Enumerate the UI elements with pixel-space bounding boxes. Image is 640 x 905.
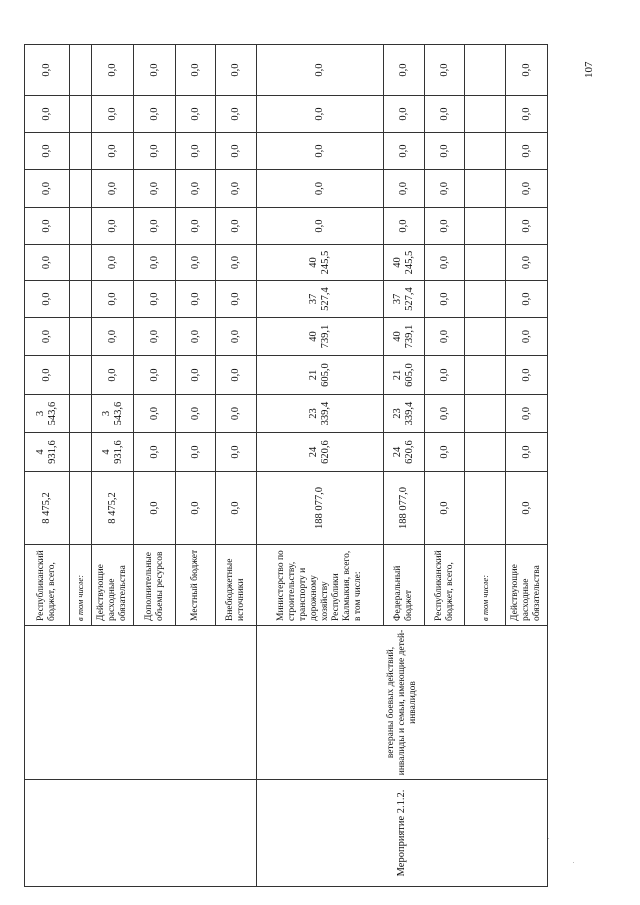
- value-text: 0,0: [189, 107, 201, 121]
- value-text: 0,0: [438, 219, 450, 233]
- funding-source-cell: в том числе:: [464, 545, 506, 626]
- value-text: 0,0: [520, 63, 532, 77]
- value-text: 0,0: [40, 107, 52, 121]
- value-cell: [257, 170, 384, 208]
- value-text: 37 527,4: [308, 287, 332, 311]
- value-cell: [69, 472, 92, 545]
- value-cell: [25, 356, 70, 395]
- value-text: 0,0: [148, 292, 160, 306]
- value-cell: [176, 433, 215, 472]
- value-cell: [464, 45, 506, 96]
- value-text: 8 475,2: [106, 492, 118, 524]
- value-cell: [383, 170, 425, 208]
- value-text: 40 245,5: [308, 250, 332, 275]
- value-text: 0,0: [438, 63, 450, 77]
- value-cell: [383, 356, 425, 395]
- value-cell: [464, 208, 506, 245]
- value-cell: [464, 395, 506, 433]
- value-text: 40 739,1: [392, 324, 416, 349]
- value-text: 0,0: [230, 219, 242, 233]
- value-cell: [506, 318, 548, 356]
- value-cell: [383, 96, 425, 133]
- value-text: 0,0: [438, 501, 450, 515]
- value-cell: [215, 45, 257, 96]
- funding-source-cell: Действующие расходные обязательства: [506, 545, 548, 626]
- value-text: 0,0: [230, 63, 242, 77]
- value-text: 0,0: [40, 63, 52, 77]
- value-text: 0,0: [230, 501, 242, 515]
- value-text: 0,0: [520, 255, 532, 270]
- scan-artifact: [573, 862, 574, 863]
- value-text: 40 739,1: [308, 324, 332, 349]
- value-cell: [25, 281, 70, 318]
- value-cell: [92, 133, 134, 170]
- value-cell: [92, 433, 134, 472]
- value-text: 0,0: [520, 292, 532, 306]
- scan-artifact: [548, 838, 549, 839]
- value-cell: [176, 356, 215, 395]
- value-cell: [425, 133, 464, 170]
- value-cell: [257, 472, 384, 545]
- value-cell: [92, 170, 134, 208]
- funding-source-cell: Республиканский бюджет, всего,: [425, 545, 464, 626]
- table-row: [25, 45, 70, 887]
- value-text: 3 543,6: [100, 401, 124, 426]
- budget-table: [24, 44, 548, 887]
- value-text: 0,0: [148, 406, 160, 421]
- value-cell: [69, 245, 92, 281]
- value-cell: [25, 170, 70, 208]
- value-cell: [69, 45, 92, 96]
- value-cell: [383, 395, 425, 433]
- value-cell: [257, 356, 384, 395]
- value-text: 0,0: [438, 329, 450, 344]
- value-cell: [92, 281, 134, 318]
- value-cell: [425, 356, 464, 395]
- value-cell: [425, 395, 464, 433]
- value-text: 0,0: [189, 406, 201, 421]
- value-cell: [425, 281, 464, 318]
- value-cell: [383, 472, 425, 545]
- value-text: 0,0: [40, 292, 52, 306]
- value-text: 0,0: [398, 63, 410, 77]
- value-text: 0,0: [148, 368, 160, 382]
- value-text: 0,0: [189, 368, 201, 382]
- value-cell: [425, 472, 464, 545]
- value-cell: [215, 472, 257, 545]
- value-cell: [92, 318, 134, 356]
- value-text: 0,0: [189, 63, 201, 77]
- value-cell: [506, 45, 548, 96]
- value-cell: [257, 133, 384, 170]
- value-cell: [69, 133, 92, 170]
- value-cell: [25, 133, 70, 170]
- value-text: 0,0: [230, 406, 242, 421]
- value-text: 0,0: [106, 144, 118, 158]
- value-cell: [506, 133, 548, 170]
- value-cell: [69, 208, 92, 245]
- value-cell: [92, 356, 134, 395]
- funding-source-cell: в том числе:: [69, 545, 92, 626]
- value-cell: [506, 208, 548, 245]
- value-cell: [25, 208, 70, 245]
- value-cell: [69, 170, 92, 208]
- value-text: 0,0: [230, 107, 242, 121]
- value-text: 0,0: [189, 292, 201, 306]
- value-cell: [69, 395, 92, 433]
- funding-source-cell: Дополнительные объемы ресурсов: [133, 545, 176, 626]
- page-number: 107: [583, 61, 595, 78]
- value-cell: [176, 472, 215, 545]
- value-text: 0,0: [520, 501, 532, 515]
- funding-source-cell: Внебюджетные источники: [215, 545, 257, 626]
- value-cell: [215, 281, 257, 318]
- value-cell: [383, 433, 425, 472]
- value-text: 0,0: [398, 219, 410, 233]
- value-cell: [383, 133, 425, 170]
- value-cell: [176, 281, 215, 318]
- value-cell: [176, 133, 215, 170]
- value-cell: [25, 45, 70, 96]
- value-cell: [215, 318, 257, 356]
- value-cell: [133, 170, 176, 208]
- value-text: 0,0: [189, 329, 201, 344]
- value-cell: [133, 395, 176, 433]
- value-cell: [92, 96, 134, 133]
- value-text: 8 475,2: [40, 492, 52, 524]
- value-text: 21 605,0: [308, 363, 332, 387]
- value-cell: [425, 318, 464, 356]
- value-text: 0,0: [189, 219, 201, 233]
- value-text: 0,0: [314, 219, 326, 233]
- value-text: 0,0: [148, 329, 160, 344]
- value-text: 0,0: [230, 292, 242, 306]
- value-text: 0,0: [438, 181, 450, 196]
- funding-source-cell: Федеральный бюджет: [383, 545, 425, 626]
- value-cell: [257, 96, 384, 133]
- value-text: 0,0: [148, 144, 160, 158]
- value-cell: [464, 433, 506, 472]
- value-cell: [215, 395, 257, 433]
- value-text: 0,0: [106, 329, 118, 344]
- value-text: 0,0: [40, 219, 52, 233]
- value-cell: [133, 133, 176, 170]
- value-text: 0,0: [189, 501, 201, 515]
- value-text: 0,0: [148, 255, 160, 270]
- value-text: 0,0: [106, 292, 118, 306]
- value-cell: [506, 356, 548, 395]
- value-cell: [506, 170, 548, 208]
- value-cell: [257, 245, 384, 281]
- value-cell: [215, 245, 257, 281]
- value-cell: [25, 395, 70, 433]
- value-text: 0,0: [106, 181, 118, 196]
- value-cell: [25, 472, 70, 545]
- value-cell: [215, 433, 257, 472]
- value-text: 188 077,0: [398, 487, 410, 529]
- value-text: 0,0: [398, 144, 410, 158]
- value-text: 0,0: [398, 107, 410, 121]
- value-text: 0,0: [520, 445, 532, 459]
- value-cell: [383, 208, 425, 245]
- value-text: 0,0: [189, 144, 201, 158]
- value-cell: [464, 245, 506, 281]
- value-cell: [92, 45, 134, 96]
- value-cell: [383, 245, 425, 281]
- value-cell: [383, 45, 425, 96]
- value-text: 4 931,6: [100, 440, 124, 464]
- value-cell: [215, 133, 257, 170]
- value-cell: [257, 281, 384, 318]
- value-text: 0,0: [148, 63, 160, 77]
- value-cell: [215, 356, 257, 395]
- value-cell: [425, 45, 464, 96]
- value-text: 0,0: [438, 368, 450, 382]
- value-cell: [25, 433, 70, 472]
- value-text: 0,0: [230, 144, 242, 158]
- value-text: 0,0: [438, 255, 450, 270]
- value-cell: [215, 208, 257, 245]
- value-cell: [257, 433, 384, 472]
- value-cell: [215, 96, 257, 133]
- value-text: 0,0: [520, 329, 532, 344]
- value-cell: [176, 45, 215, 96]
- funding-source-cell: Действующие расходные обязательства: [92, 545, 134, 626]
- value-cell: [176, 208, 215, 245]
- value-cell: [464, 96, 506, 133]
- value-cell: [464, 472, 506, 545]
- value-text: 0,0: [106, 219, 118, 233]
- value-cell: [92, 245, 134, 281]
- value-text: 188 077,0: [314, 487, 326, 529]
- value-text: 0,0: [106, 368, 118, 382]
- value-text: 0,0: [148, 445, 160, 459]
- value-text: 0,0: [438, 107, 450, 121]
- value-cell: [257, 395, 384, 433]
- value-cell: [506, 281, 548, 318]
- value-text: 3 543,6: [34, 401, 58, 426]
- value-text: 0,0: [314, 63, 326, 77]
- value-cell: [25, 318, 70, 356]
- value-text: 0,0: [148, 181, 160, 196]
- value-text: 0,0: [438, 445, 450, 459]
- value-cell: [383, 281, 425, 318]
- value-text: 23 339,4: [308, 401, 332, 426]
- value-cell: [257, 208, 384, 245]
- value-text: 0,0: [40, 255, 52, 270]
- value-cell: [69, 356, 92, 395]
- value-text: 0,0: [106, 255, 118, 270]
- value-text: 0,0: [40, 144, 52, 158]
- value-cell: [176, 96, 215, 133]
- budget-table-sheet: [24, 63, 548, 887]
- value-cell: [464, 133, 506, 170]
- value-cell: [257, 45, 384, 96]
- value-cell: [464, 281, 506, 318]
- value-text: 0,0: [189, 255, 201, 270]
- value-cell: [69, 96, 92, 133]
- value-text: 0,0: [189, 181, 201, 196]
- value-text: 0,0: [148, 501, 160, 515]
- value-text: 0,0: [106, 107, 118, 121]
- value-text: 0,0: [398, 181, 410, 196]
- value-text: 0,0: [230, 255, 242, 270]
- value-cell: [464, 356, 506, 395]
- value-cell: [25, 96, 70, 133]
- value-cell: [464, 318, 506, 356]
- value-cell: [133, 472, 176, 545]
- value-text: 0,0: [520, 406, 532, 421]
- value-cell: [133, 433, 176, 472]
- value-text: 0,0: [520, 181, 532, 196]
- value-text: 0,0: [314, 144, 326, 158]
- description-cell: [25, 626, 257, 780]
- value-cell: [133, 318, 176, 356]
- value-cell: [176, 395, 215, 433]
- value-text: 0,0: [40, 368, 52, 382]
- value-cell: [506, 395, 548, 433]
- value-cell: [425, 433, 464, 472]
- value-text: 23 339,4: [392, 401, 416, 426]
- value-text: 0,0: [230, 368, 242, 382]
- value-cell: [69, 318, 92, 356]
- value-text: 0,0: [40, 181, 52, 196]
- value-cell: [506, 96, 548, 133]
- table-row: [257, 45, 384, 887]
- value-cell: [133, 208, 176, 245]
- value-cell: [133, 45, 176, 96]
- value-cell: [257, 318, 384, 356]
- value-cell: [383, 318, 425, 356]
- value-text: 4 931,6: [34, 440, 58, 464]
- value-text: 21 605,0: [392, 363, 416, 387]
- description-cell: ветераны боевых действий, инвалиды и семьи, имеющие детей-инвалидов: [257, 626, 548, 780]
- value-cell: [464, 170, 506, 208]
- value-text: 37 527,4: [392, 287, 416, 311]
- value-cell: [92, 472, 134, 545]
- value-cell: [133, 96, 176, 133]
- value-text: 24 620,6: [308, 440, 332, 464]
- value-text: 0,0: [230, 329, 242, 344]
- value-text: 0,0: [148, 107, 160, 121]
- value-cell: [176, 245, 215, 281]
- value-text: 0,0: [438, 144, 450, 158]
- value-text: 0,0: [438, 406, 450, 421]
- value-cell: [133, 356, 176, 395]
- value-cell: [506, 472, 548, 545]
- value-text: 40 245,5: [392, 250, 416, 275]
- value-cell: [133, 281, 176, 318]
- value-cell: [176, 318, 215, 356]
- value-cell: [92, 395, 134, 433]
- value-text: 0,0: [189, 445, 201, 459]
- funding-source-cell: Местный бюджет: [176, 545, 215, 626]
- value-cell: [92, 208, 134, 245]
- value-cell: [506, 433, 548, 472]
- value-text: 0,0: [314, 107, 326, 121]
- value-cell: [69, 433, 92, 472]
- value-cell: [425, 96, 464, 133]
- value-text: 0,0: [106, 63, 118, 77]
- value-cell: [176, 170, 215, 208]
- value-text: 0,0: [230, 445, 242, 459]
- value-cell: [69, 281, 92, 318]
- value-text: 0,0: [148, 219, 160, 233]
- value-cell: [425, 245, 464, 281]
- value-text: 0,0: [520, 144, 532, 158]
- value-text: 0,0: [40, 329, 52, 344]
- value-text: 24 620,6: [392, 440, 416, 464]
- value-text: 0,0: [230, 181, 242, 196]
- value-cell: [425, 208, 464, 245]
- value-text: 0,0: [520, 368, 532, 382]
- value-cell: [506, 245, 548, 281]
- funding-source-cell: Республиканский бюджет, всего,: [25, 545, 70, 626]
- funding-source-cell: Министерство по строительству, транспорту и дорожному хозяйству Республики Калмыкия, всего, в том числе:: [257, 545, 384, 626]
- value-text: 0,0: [314, 181, 326, 196]
- value-cell: [425, 170, 464, 208]
- program-cell: Мероприятие 2.1.2.: [257, 780, 548, 887]
- program-cell: [25, 780, 257, 887]
- value-cell: [133, 245, 176, 281]
- value-cell: [25, 245, 70, 281]
- value-text: 0,0: [520, 107, 532, 121]
- value-text: 0,0: [520, 219, 532, 233]
- value-cell: [215, 170, 257, 208]
- value-text: 0,0: [438, 292, 450, 306]
